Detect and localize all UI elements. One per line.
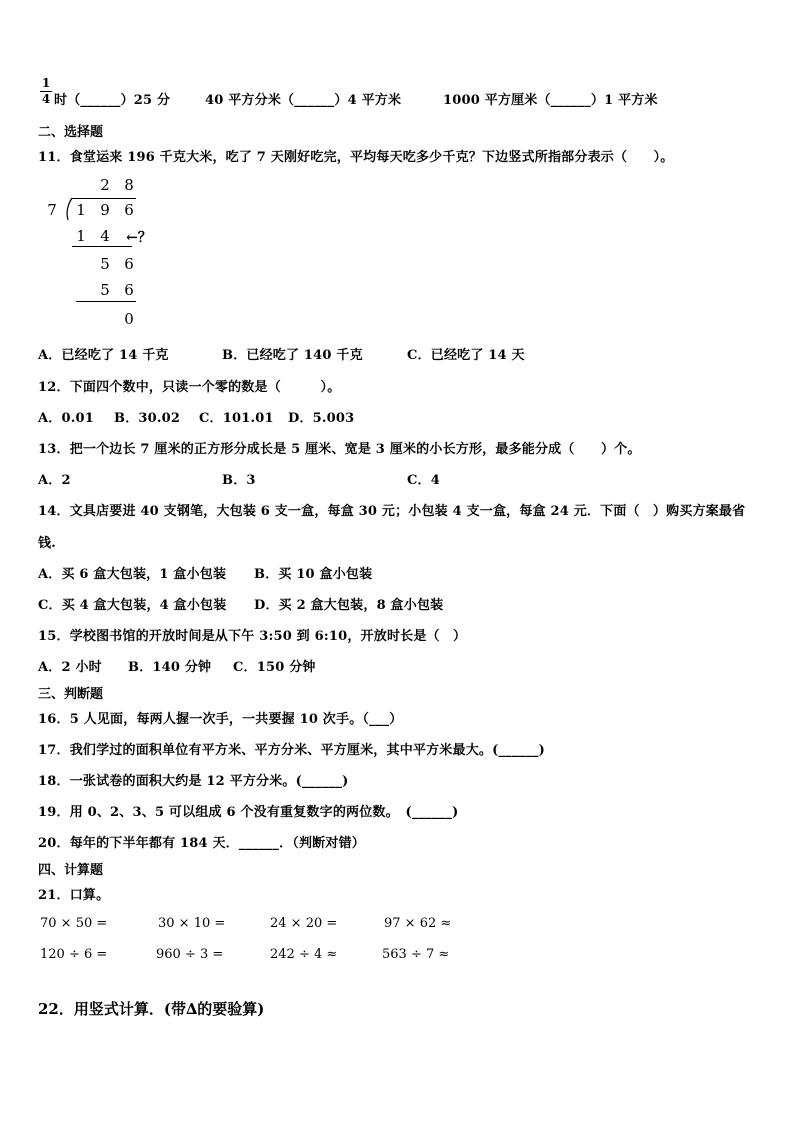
question-14-option-d: D．买 2 盒大包装，8 盒小包装 <box>254 598 444 613</box>
step3-digit: 6 <box>124 281 134 299</box>
mental-calc-item: 120 ÷ 6 = <box>40 947 108 962</box>
divisor: 7 <box>47 201 57 219</box>
mental-calc-item: 70 × 50 = <box>40 916 108 931</box>
question-11-option-b: B．已经吃了 140 千克 <box>222 348 363 363</box>
long-division-figure <box>46 174 156 334</box>
mental-calc-item: 960 ÷ 3 = <box>156 947 224 962</box>
question-13-option-c: C．4 <box>407 473 440 488</box>
question-20-text: 20．每年的下半年都有 184 天．______．（判断对错） <box>38 836 365 851</box>
step1-digit: 4 <box>100 227 110 245</box>
question-15-option-b: B．140 分钟 <box>128 660 212 675</box>
section-heading-calculation: 四、计算题 <box>38 863 104 878</box>
question-12-option-c: C．101.01 <box>199 411 274 426</box>
top-line-part3: 1000 平方厘米（______）1 平方米 <box>443 93 658 108</box>
question-14-text-line1: 14．文具店要进 40 支钢笔，大包装 6 支一盒，每盒 30 元；小包装 4 支一盒，每盒 24 元．下面（ ）购买方案最省 <box>38 504 746 519</box>
question-18-text: 18．一张试卷的面积大约是 12 平方分米。(______) <box>38 774 349 789</box>
division-underline <box>76 301 136 302</box>
question-11-text: 11．食堂运来 196 千克大米，吃了 7 天刚好吃完，平均每天吃多少千克？下边竖式所指部分表示（ ）。 <box>38 150 674 165</box>
question-13-option-a: A．2 <box>38 473 71 488</box>
question-11-option-c: C．已经吃了 14 天 <box>407 348 525 363</box>
question-14-option-a: A．买 6 盒大包装，1 盒小包装 <box>38 567 227 582</box>
question-19-text: 19．用 0、2、3、5 可以组成 6 个没有重复数字的两位数。 (______) <box>38 805 459 820</box>
mental-calc-item: 97 × 62 ≈ <box>384 916 452 931</box>
step2-digit: 5 <box>100 255 110 273</box>
question-12-option-a: A．0.01 <box>38 411 94 426</box>
fraction-denominator: 4 <box>41 92 51 106</box>
fraction-numerator: 1 <box>41 76 51 90</box>
quotient-digit: 2 <box>100 176 110 194</box>
question-14-option-c: C．买 4 盒大包装，4 盒小包装 <box>38 598 227 613</box>
mental-calc-item: 24 × 20 = <box>270 916 338 931</box>
division-bracket-top <box>72 198 136 199</box>
question-15-option-c: C．150 分钟 <box>233 660 316 675</box>
remainder: 0 <box>124 310 134 328</box>
mental-calc-item: 563 ÷ 7 ≈ <box>382 947 450 962</box>
question-12-text: 12．下面四个数中，只读一个零的数是（ ）。 <box>38 380 341 395</box>
step3-digit: 5 <box>100 281 110 299</box>
question-11-option-a: A．已经吃了 14 千克 <box>38 348 169 363</box>
question-21-text: 21．口算。 <box>38 888 110 903</box>
question-22-text: 22．用竖式计算．(带∆的要验算) <box>38 1000 265 1018</box>
fraction-one-quarter <box>40 77 52 106</box>
mental-calc-item: 242 ÷ 4 ≈ <box>270 947 338 962</box>
mental-calc-item: 30 × 10 = <box>158 916 226 931</box>
dividend-digit: 9 <box>100 201 110 219</box>
quotient-digit: 8 <box>124 176 134 194</box>
top-line-part2: 40 平方分米（______）4 平方米 <box>205 93 402 108</box>
dividend-digit: 6 <box>124 201 134 219</box>
question-14-option-b: B．买 10 盒小包装 <box>254 567 373 582</box>
division-underline <box>72 246 132 247</box>
question-15-option-a: A．2 小时 <box>38 660 102 675</box>
step1-digit: 1 <box>76 227 86 245</box>
question-14-text-line2: 钱. <box>38 536 56 551</box>
section-heading-choice: 二、选择题 <box>38 125 104 140</box>
question-12-option-d: D．5.003 <box>288 411 355 426</box>
arrow-question-mark: ←？ <box>126 230 152 246</box>
question-15-text: 15．学校图书馆的开放时间是从下午 3:50 到 6:10，开放时长是（ ） <box>38 629 467 644</box>
question-17-text: 17．我们学过的面积单位有平方米、平方分米、平方厘米，其中平方米最大。(______) <box>38 743 545 758</box>
question-12-option-b: B．30.02 <box>114 411 181 426</box>
question-13-option-b: B．3 <box>222 473 256 488</box>
section-heading-judgement: 三、判断题 <box>38 687 104 702</box>
question-16-text: 16．5 人见面，每两人握一次手，一共要握 10 次手。（___） <box>38 712 403 727</box>
step2-digit: 6 <box>124 255 134 273</box>
top-line-part1: 时（______）25 分 <box>54 93 171 108</box>
dividend-digit: 1 <box>76 201 86 219</box>
question-13-text: 13．把一个边长 7 厘米的正方形分成长是 5 厘米、宽是 3 厘米的小长方形，最多能分成（ ）个。 <box>38 442 641 457</box>
